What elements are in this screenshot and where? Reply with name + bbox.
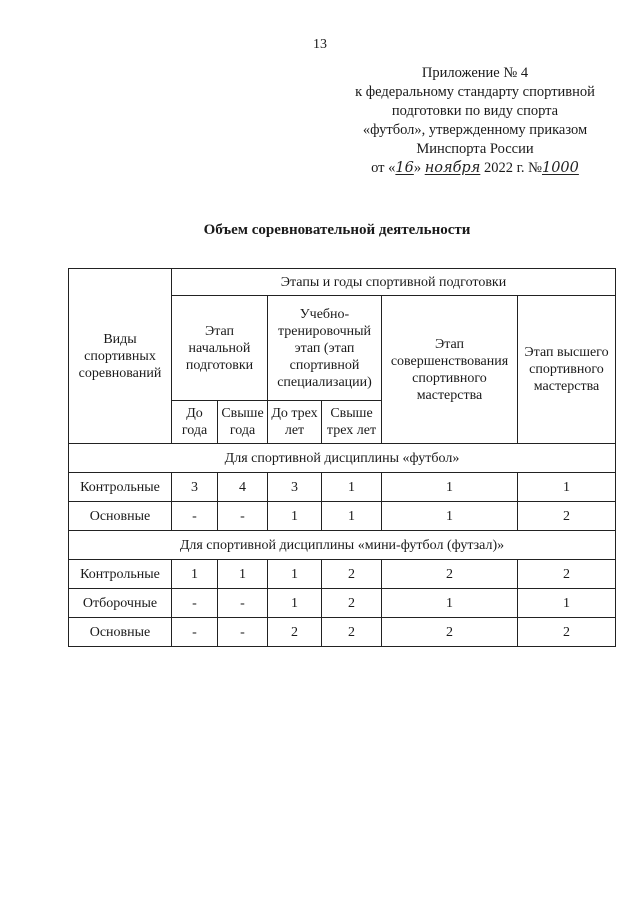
cell-value: 2	[322, 589, 382, 618]
page-number: 13	[313, 37, 327, 52]
cell-value: -	[172, 502, 218, 531]
handwritten-number: 1000	[541, 160, 579, 176]
cell-value: 2	[268, 618, 322, 647]
cell-value: -	[218, 589, 268, 618]
table-row	[69, 560, 616, 589]
cell-value: 2	[382, 560, 518, 589]
handwritten-month: ноября	[424, 160, 481, 176]
section-title-futsal: Для спортивной дисциплины «мини-футбол (футзал)»	[69, 531, 616, 560]
section-title-football: Для спортивной дисциплины «футбол»	[69, 444, 616, 473]
header-kinds: Виды спортивных соревнований	[69, 269, 172, 444]
cell-value: 1	[268, 589, 322, 618]
header-training-up-to-3: До трех лет	[268, 401, 322, 444]
document-title: Объем соревновательной деятельности	[203, 222, 471, 238]
cell-value: 1	[518, 473, 616, 502]
cell-value: 1	[322, 502, 382, 531]
header-stage-higher: Этап высшего спортивного мастерства	[518, 296, 616, 444]
cell-value: 1	[518, 589, 616, 618]
cell-value: -	[218, 502, 268, 531]
appendix-line-5: Минспорта России	[416, 141, 534, 157]
header-initial-up-to-year: До года	[172, 401, 218, 444]
header-stage-improvement: Этап совершенствования спортивного мастерства	[382, 296, 518, 444]
cell-value: -	[172, 618, 218, 647]
cell-value: 3	[172, 473, 218, 502]
header-stage-initial: Этап начальной подготовки	[172, 296, 268, 401]
cell-value: 1	[172, 560, 218, 589]
row-label: Основные	[69, 502, 172, 531]
cell-value: 1	[218, 560, 268, 589]
row-label: Контрольные	[69, 560, 172, 589]
appendix-line-2: к федеральному стандарту спортивной	[355, 84, 595, 100]
header-stages-group: Этапы и годы спортивной подготовки	[172, 269, 616, 296]
appendix-date-line	[340, 159, 610, 178]
cell-value: 2	[322, 618, 382, 647]
cell-value: 2	[322, 560, 382, 589]
cell-value: 1	[382, 589, 518, 618]
handwritten-day: 16	[395, 160, 414, 176]
competition-volume-table	[68, 268, 616, 647]
cell-value: 1	[382, 502, 518, 531]
appendix-block	[340, 64, 610, 178]
date-year: 2022 г. №	[480, 160, 542, 176]
date-mid: »	[413, 160, 425, 176]
table-row	[69, 502, 616, 531]
cell-value: 4	[218, 473, 268, 502]
cell-value: 1	[322, 473, 382, 502]
appendix-line-3: подготовки по виду спорта	[391, 103, 559, 119]
appendix-line-1: Приложение № 4	[421, 65, 529, 81]
header-initial-over-year: Свыше года	[218, 401, 268, 444]
header-row-1	[69, 269, 616, 296]
header-stage-training: Учебно-тренировочный этап (этап спортивной специализации)	[268, 296, 382, 401]
table-row	[69, 473, 616, 502]
cell-value: 2	[382, 618, 518, 647]
table-row	[69, 618, 616, 647]
row-label: Контрольные	[69, 473, 172, 502]
row-label: Основные	[69, 618, 172, 647]
cell-value: 2	[518, 618, 616, 647]
cell-value: -	[172, 589, 218, 618]
appendix-line-4: «футбол», утвержденному приказом	[362, 122, 588, 138]
section-row	[69, 444, 616, 473]
cell-value: 2	[518, 502, 616, 531]
header-training-over-3: Свыше трех лет	[322, 401, 382, 444]
cell-value: 1	[268, 560, 322, 589]
cell-value: -	[218, 618, 268, 647]
section-row	[69, 531, 616, 560]
date-prefix: от «	[371, 160, 396, 176]
cell-value: 3	[268, 473, 322, 502]
cell-value: 1	[268, 502, 322, 531]
cell-value: 2	[518, 560, 616, 589]
cell-value: 1	[382, 473, 518, 502]
row-label: Отборочные	[69, 589, 172, 618]
table-row	[69, 589, 616, 618]
